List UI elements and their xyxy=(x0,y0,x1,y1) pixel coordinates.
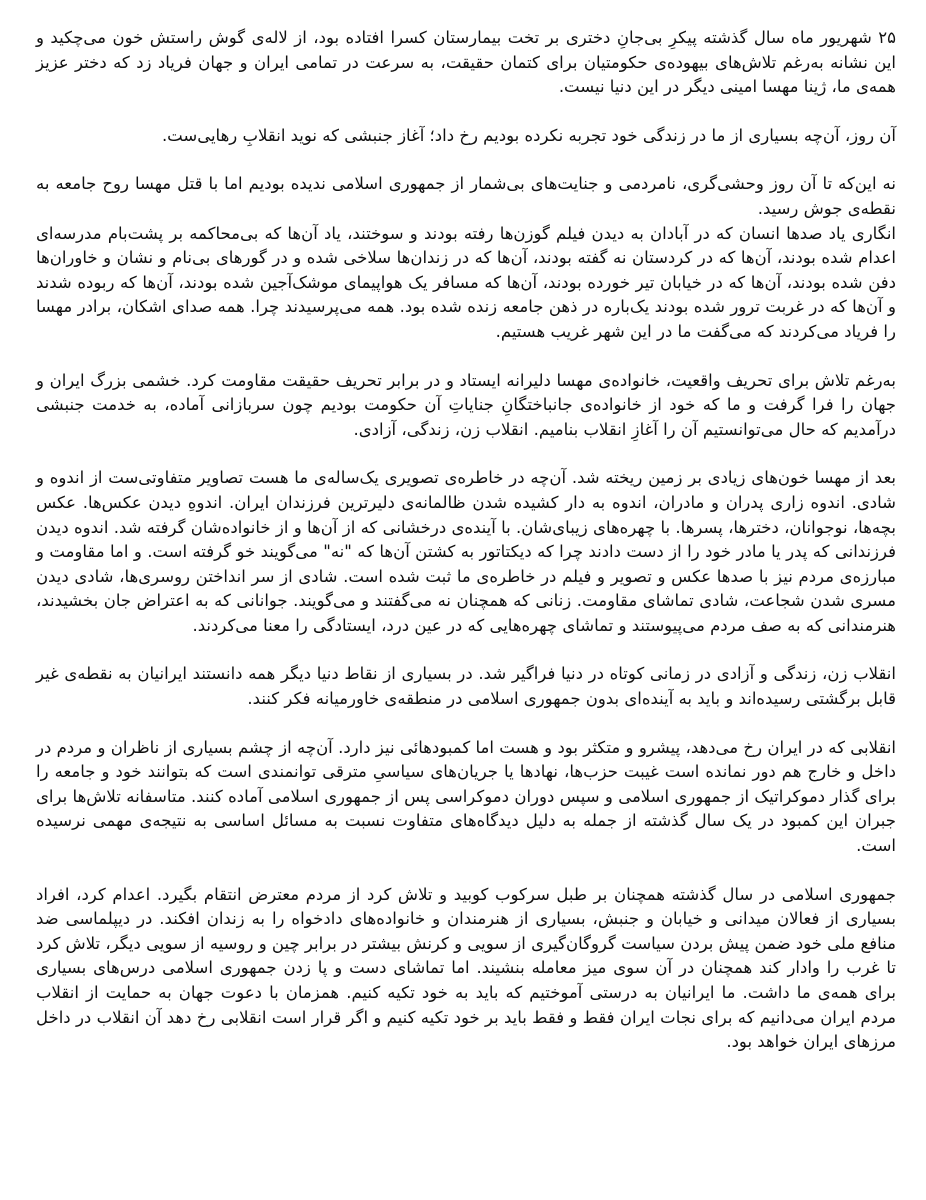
paragraph-that-day: آن روز، آن‌چه بسیاری از ما در زندگی خود تجربه نکرده بودیم رخ داد؛ آغاز جنبشی که نوید انقلابِ رهایی‌ست. xyxy=(161,125,896,145)
document-body xyxy=(36,26,896,1079)
paragraph-shortcomings: انقلابی که در ایران رخ می‌دهد، پیشرو و متکثر بود و هست اما کمبودهائی نیز دارد. آن‌چه از چشم بسیاری از ناظران و مردم در داخل و خارج هم دور نمانده است غیبت حزب‌ها، نهادها یا جریان‌های سیاسیِ مترقی توانمندی است که بتوانند خود و جامعه را برای گذار دموکراتیک از جمهوری اسلامی و سپس دوران دموکراسی پس از جمهوری اسلامی آماده کنند. متاسفانه تلاش‌ها برای جبران این کمبود در یک سال گذشته از جمله به دلیل دیدگاه‌های متفاوت نسبت به مسائل اساسی به نتیجه‌ی مهمی نرسیده است. xyxy=(36,737,896,856)
paragraph-family-resistance: به‌رغم تلاش برای تحریف واقعیت، خانواده‌ی مهسا دلیرانه ایستاد و در برابر تحریف حقیقت مقاومت کرد. خشمی بزرگ ایران و جهان را فرا گرفت و ما که خود از خانواده‌ی جانباختگانِ جنایاتِ آن حکومت بودیم چون سربازانی آماده، به خدمت جنبشی درآمدیم که حال می‌توانستیم آن را آغازِ انقلاب بنامیم. انقلاب زن، زندگی، آزادی. xyxy=(36,370,896,439)
paragraph-repression: جمهوری اسلامی در سال گذشته همچنان بر طبل سرکوب کوبید و تلاش کرد از مردم معترض انتقام بگیرد. اعدام کرد، افراد بسیاری از فعالان میدانی و خیابان و جنبش، بسیاری از هنرمندان و خانواده‌های دادخواه را به زندان افکند. در دیپلماسی ضد منافع ملی خود ضمن پیش بردن سیاست گروگان‌گیری از سویی و کرنش بیشتر در برابر چین و روسیه از سویی دیگر، تلاش کرد تا غرب را وادار کند همچنان در آن سوی میز معامله بنشیند. اما تماشای دست و پا زدن جمهوری اسلامی درس‌های بسیاری برای همه‌ی ما داشت. ما ایرانیان به درستی آموختیم که باید به خود تکیه کنیم. همزمان با دعوت جهان به حمایت از انقلاب مردم ایران می‌دانیم که برای نجات ایران فقط و فقط باید بر خود تکیه کنیم و اگر قرار است انقلابی رخ دهد آن انقلاب در داخل مرزهای ایران خواهد بود. xyxy=(36,884,896,1052)
paragraph-global-spread: انقلاب زن، زندگی و آزادی در زمانی کوتاه در دنیا فراگیر شد. در بسیاری از نقاط دنیا دیگر همه دانستند ایرانیان به نقطه‌ی غیر قابل برگشتی رسیده‌اند و باید به آینده‌ای بدون جمهوری اسلامی در منطقه‌ی خاورمیانه فکر کنند. xyxy=(36,664,896,709)
paragraph-intro: ۲۵ شهریور ماه سال گذشته پیکرِ بی‌جانِ دختری بر تخت بیمارستان کسرا افتاده بود، از لاله‌ی گوش راستش خون می‌چکید و این نشانه به‌رغم تلاش‌های بیهوده‌ی حکومتیان برای کتمان حقیقت، به سرعت در تمامی ایران و جهان فریاد زد که دختر عزیز همه‌ی ما، ژینا مهسا امینی دیگر در این دنیا نیست. xyxy=(36,28,896,97)
paragraph-sorrow-and-joy: بعد از مهسا خون‌های زیادی بر زمین ریخته شد. آن‌چه در خاطره‌ی تصویری یک‌ساله‌ی ما هست تصاویر متفاوتی‌ست از اندوه و شادی. اندوه زاری پدران و مادران، اندوه به دار کشیده شدن ظالمانه‌ی دلیرترین فرزندان ایران. اندوهِ دیدن عکس‌ها. عکس بچه‌ها، نوجوانان، دخترها، پسرها. با چهره‌های زیبای‌شان. با آینده‌ی درخشانی که از آن‌ها و از خانواده‌شان گرفته شد. اندوه دیدن فرزندانی که پدر یا مادر خود را از دست دادند چرا که دیکتاتور به کشتن آن‌ها که "نه" می‌گویند خو گرفته است. و اما مقاومت و مبارزه‌ی مردم نیز با صدها عکس و تصویر و فیلم در خاطره‌ی ما ثبت شده است. شادی از سر انداختن روسری‌ها، شادی دیدن مسری شدن شجاعت، شادی تماشای مقاومت. زنانی که همچنان نه می‌گفتند و می‌گویند. جوانانی که به اعتراض جان بخشیدند، هنرمندانی که به صف مردم می‌پیوستند و تماشای چهره‌هایی که در عین درد، ایستادگی را معنا می‌کردند. xyxy=(36,468,896,635)
paragraph-boiling-point: نه این‌که تا آن روز وحشی‌گری، نامردمی و جنایت‌های بی‌شمار از جمهوری اسلامی ندیده بودیم اما با قتل مهسا روح جامعه به نقطه‌ی جوش رسید. xyxy=(36,174,896,218)
paragraph-remembrance: انگاری یاد صدها انسان که در آبادان به دیدن فیلم گوزن‌ها رفته بودند و سوختند، یاد آن‌ها که بی‌محاکمه بر پشت‌بام مدرسه‌ای اعدام شده بودند، آن‌ها که در کردستان نه گفته بودند، آن‌ها که در زندان‌ها سلاخی شده و در گورهای بی‌نام و نشان و خاوران‌ها دفن شده بودند، آن‌ها که در خیابان تیر خورده بودند، آن‌ها که مسافر یک هواپیمای موشک‌آجین شده بودند، آن‌ها که ربوده شدند و آن‌ها که در غربت ترور شده بودند یک‌باره در ذهن جامعه زنده شده بود. همه می‌پرسیدند چرا. همه صدای اشکان، برادر مهسا را فریاد می‌کردند که می‌گفت ما در این شهر غریب هستیم. xyxy=(36,223,896,341)
